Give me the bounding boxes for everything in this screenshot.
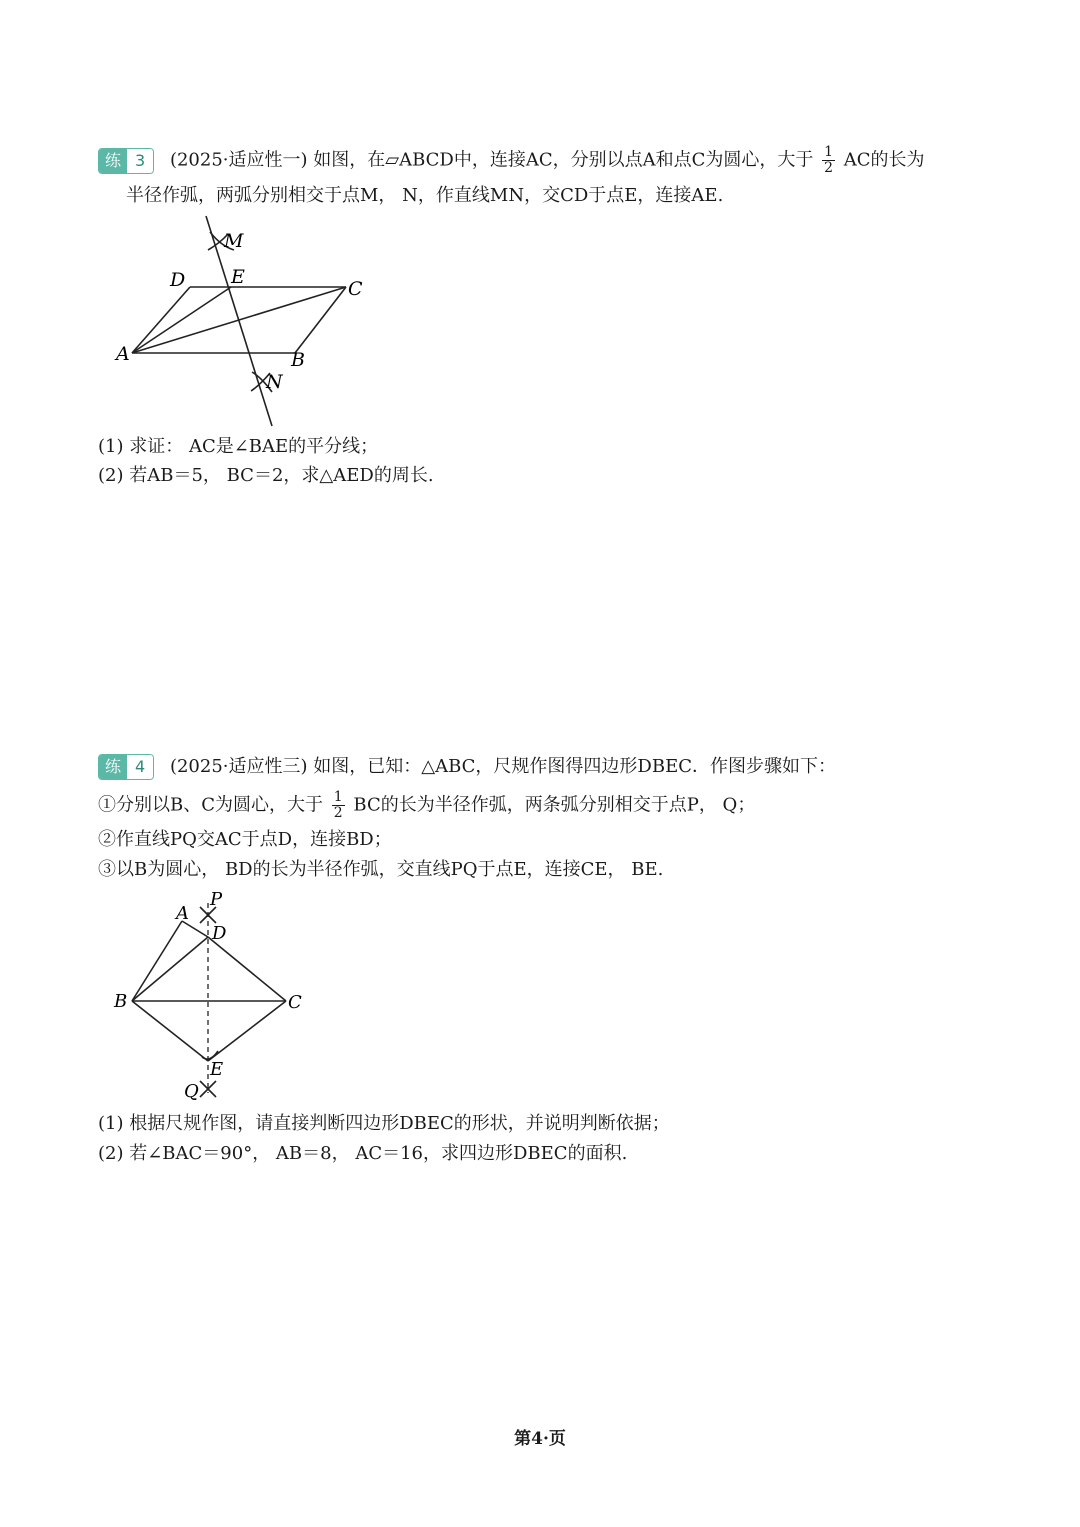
q4-label-B: B [114, 991, 128, 1012]
q3-label-A: A [116, 343, 130, 365]
q3-badge-number: 3 [127, 149, 153, 173]
q4-step2: ②作直线PQ交AC于点D，连接BD； [98, 829, 392, 850]
q3-badge [98, 148, 154, 174]
q4-header-line [98, 754, 836, 780]
q4-side-BD [132, 937, 208, 1001]
q4-badge-number: 4 [127, 755, 153, 779]
q3-badge-label: 练 [99, 149, 127, 173]
q4-step1-tail: BC的长为半径作弧，两条弧分别相交于点P， Q； [353, 794, 756, 816]
q4-line1-text: (2025·适应性三) 如图，已知：△ABC，尺规作图得四边形DBEC．作图步骤如下： [169, 756, 836, 777]
q4-label-A: A [176, 903, 189, 924]
q4-frac-num: 1 [333, 789, 343, 805]
q3-line2: 半径作弧，两弧分别相交于点M， N，作直线MN，交CD于点E，连接AE. [126, 185, 724, 206]
q4-step1-text: ①分别以B、C为圆心，大于 [98, 794, 323, 816]
q3-line1-tail: AC的长为 [843, 149, 925, 171]
q4-label-D: D [212, 923, 227, 944]
q3-figure [110, 210, 380, 439]
q3-label-E: E [231, 266, 245, 288]
q4-label-P: P [210, 889, 223, 910]
q4-side-BA [132, 921, 182, 1001]
q3-label-C: C [348, 278, 363, 300]
q4-label-E: E [210, 1059, 224, 1080]
q4-badge-label: 练 [99, 755, 127, 779]
q4-frac-den: 2 [333, 805, 343, 821]
q4-label-Q: Q [184, 1081, 199, 1102]
q4-figure [110, 885, 320, 1109]
q4-sub1: (1) 根据尺规作图，请直接判断四边形DBEC的形状，并说明判断依据； [98, 1113, 670, 1134]
q3-sub2: (2) 若AB＝5， BC＝2，求△AED的周长. [98, 465, 434, 486]
q3-label-N: N [266, 371, 283, 393]
q3-label-M: M [224, 230, 244, 252]
page-number: 第4·页 [514, 1429, 566, 1449]
q4-side-EC [208, 1001, 286, 1061]
q3-frac-num: 1 [824, 144, 834, 160]
q4-fraction [332, 790, 345, 821]
q4-step3: ③以B为圆心， BD的长为半径作弧，交直线PQ于点E，连接CE， BE. [98, 859, 664, 880]
q3-frac-den: 2 [824, 160, 834, 176]
q3-fraction [822, 145, 835, 176]
q3-label-B: B [291, 349, 305, 371]
q3-header-line [98, 145, 925, 176]
q4-badge [98, 754, 154, 780]
q3-sub1: (1) 求证： AC是∠BAE的平分线； [98, 436, 379, 457]
q3-line1-text: (2025·适应性一) 如图，在▱ABCD中，连接AC，分别以点A和点C为圆心，大于 [169, 149, 814, 171]
q3-label-D: D [170, 269, 186, 291]
q4-sub2: (2) 若∠BAC＝90°， AB＝8， AC＝16，求四边形DBEC的面积. [98, 1143, 628, 1164]
q4-label-C: C [288, 992, 302, 1013]
q4-arc-mark-E [202, 1051, 218, 1059]
q4-side-BE [132, 1001, 208, 1061]
q4-side-DC [208, 937, 286, 1001]
q3-side-CB [295, 287, 346, 353]
q4-step1 [98, 790, 755, 821]
